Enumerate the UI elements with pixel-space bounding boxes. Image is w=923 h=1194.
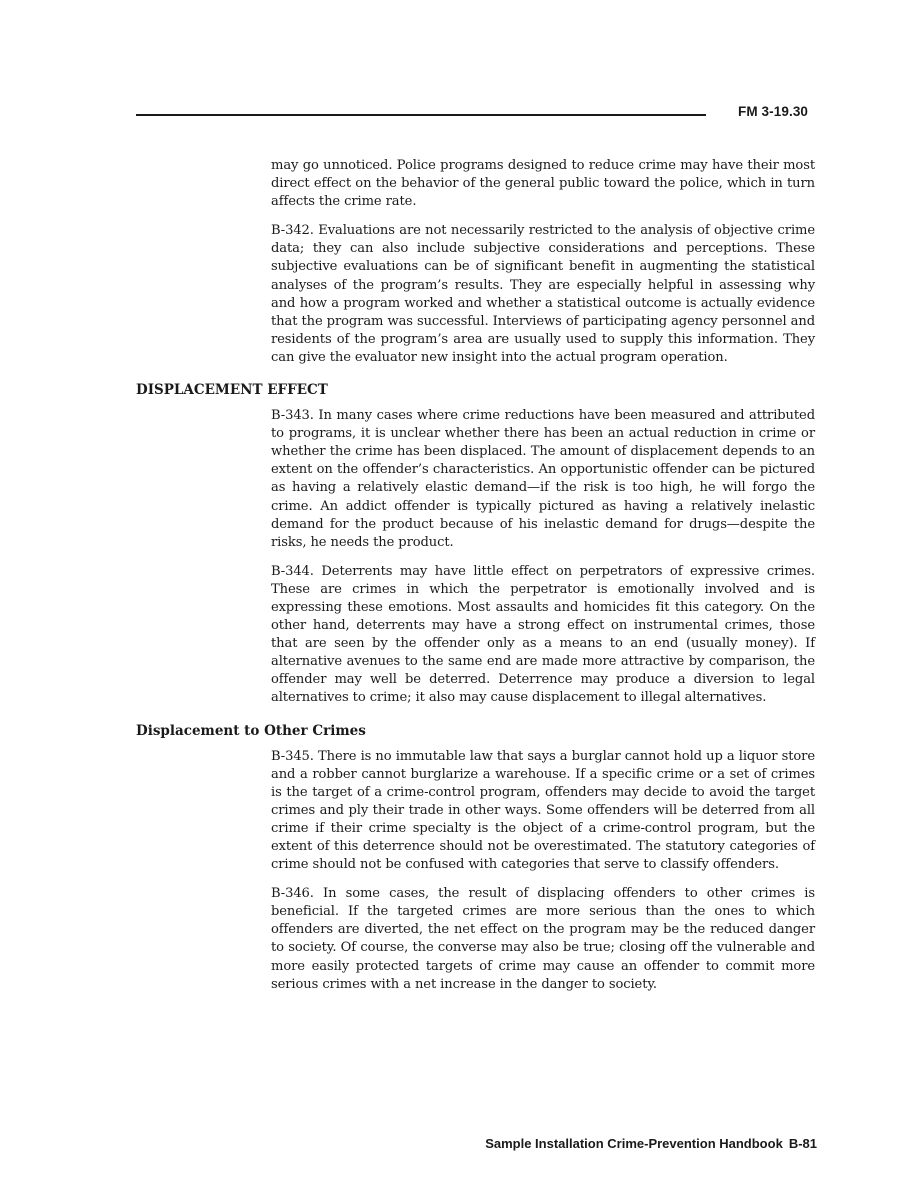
footer-title: Sample Installation Crime-Prevention Handbook [485, 1136, 783, 1151]
paragraph-b-346: B-346. In some cases, the result of displacing offenders to other crimes is beneficial. If the targeted crimes are more serious than the ones to which offenders are diverted, the net effect on the program may be the reduced danger to society. Of course, the converse may also be true; closing off the vulnerable and more easily protected targets of crime may cause an offender to commit more serious crimes with a net increase in the danger to society. [271, 886, 815, 992]
page-footer [485, 1136, 817, 1151]
section-heading-displacement-effect: DISPLACEMENT EFFECT [136, 382, 328, 399]
paragraph-b-343: B-343. In many cases where crime reductions have been measured and attributed to programs, it is unclear whether there has been an actual reduction in crime or whether the crime has been displaced. The amount of displacement depends to an extent on the offender’s characteristics. An opportunistic offender can be pictured as having a relatively elastic demand—if the risk is too high, he will forgo the crime. An addict offender is typically pictured as having a relatively inelastic demand for the product because of his inelastic demand for drugs—despite the risks, he needs the product. [271, 408, 815, 550]
header-rule [136, 114, 706, 116]
paragraph-b-344: B-344. Deterrents may have little effect on perpetrators of expressive crimes. These are crimes in which the perpetrator is emotionally involved and is expressing these emotions. Most assaults and homicides fit this category. On the other hand, deterrents may have a strong effect on instrumental crimes, those that are seen by the offender only as a means to an end (usually money). If alternative avenues to the same end are made more attractive by comparison, the offender may well be deterred. Deterrence may produce a diversion to legal alternatives to crime; it also may cause displacement to illegal alternatives. [271, 563, 815, 706]
page-number: B-81 [788, 1136, 817, 1151]
paragraph-b-345: B-345. There is no immutable law that says a burglar cannot hold up a liquor store and a robber cannot burglarize a warehouse. If a specific crime or a set of crimes is the target of a crime-control program, offenders may decide to avoid the target crimes and ply their trade in other ways. Some offenders will be deterred from all crime if their crime specialty is the object of a crime-control program, but the extent of this deterrence should not be overestimated. The statutory categories of crime should not be confused with categories that serve to classify offenders. [271, 748, 815, 873]
subsection-heading-displacement-to-other-crimes: Displacement to Other Crimes [136, 722, 366, 739]
document-id: FM 3-19.30 [738, 104, 809, 119]
page-content [136, 157, 816, 994]
paragraph-continuation: may go unnoticed. Police programs designed to reduce crime may have their most direct effect on the behavior of the general public toward the police, which in turn affects the crime rate. [271, 158, 815, 210]
paragraph-b-342: B-342. Evaluations are not necessarily restricted to the analysis of objective crime data; they can also include subjective considerations and perceptions. These subjective evaluations can be of significant benefit in augmenting the statistical analyses of the program’s results. They are especially helpful in assessing why and how a program worked and whether a statistical outcome is actually evidence that the program was successful. Interviews of participating agency personnel and residents of the program’s area are usually used to supply this information. They can give the evaluator new insight into the actual program operation. [271, 223, 815, 365]
